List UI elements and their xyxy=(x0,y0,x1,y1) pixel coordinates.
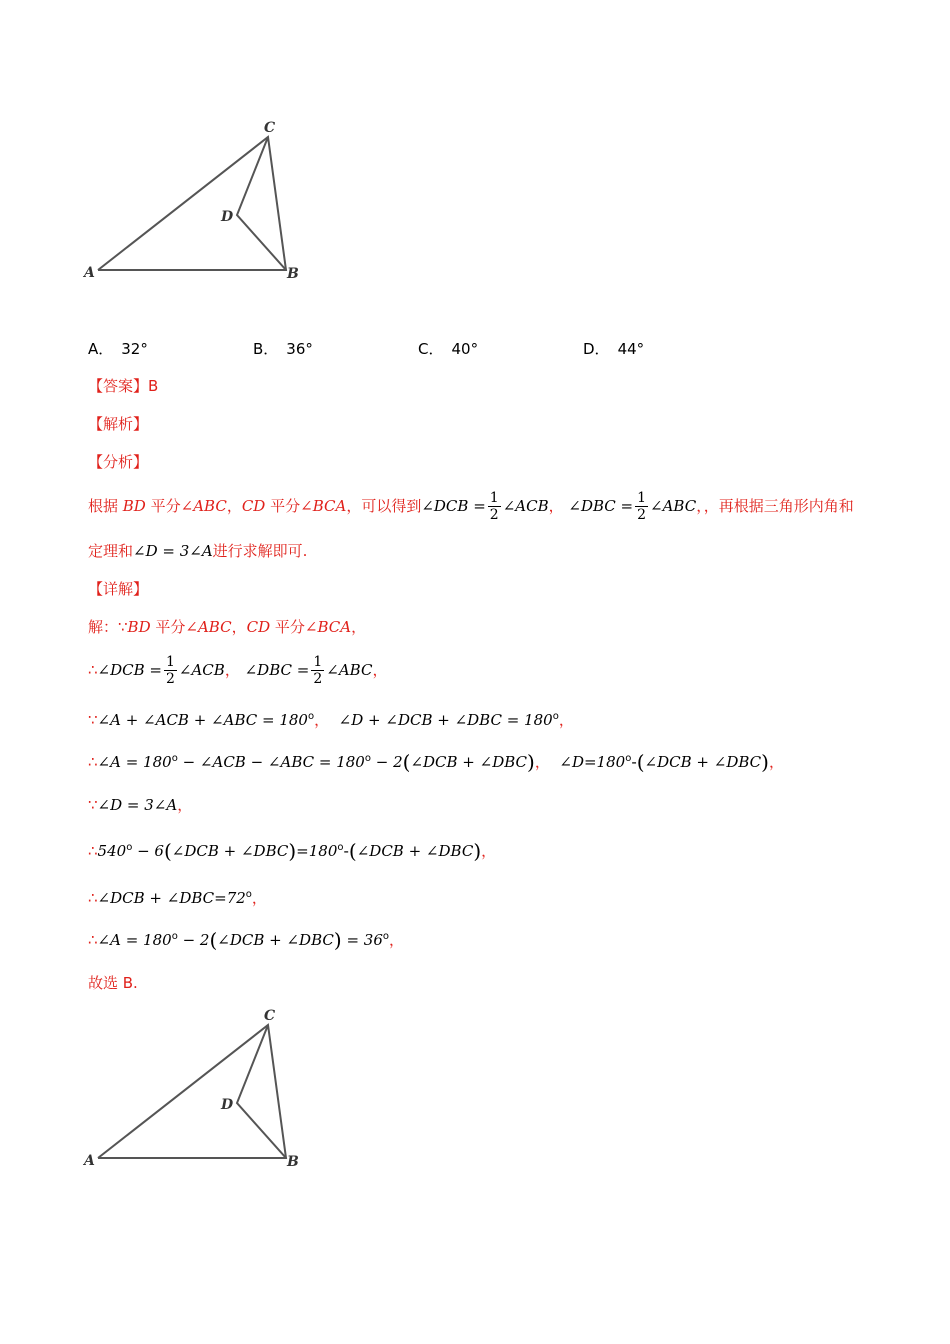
fraction-half: $\frac{1}{2}$ xyxy=(489,490,499,523)
triangle-figure-top xyxy=(80,115,320,290)
detail-line-7: ∴∠DCB + $\angle DBC=72^o$， xyxy=(88,889,267,907)
answer-line xyxy=(88,376,158,396)
bisector-lines xyxy=(237,137,286,270)
triangle-outline xyxy=(98,1025,286,1158)
fenxi-line-2: 定理和∠D = 3∠A进行求解即可. xyxy=(88,542,308,560)
label-C: C xyxy=(264,120,276,136)
conclusion-line: 故选 B. xyxy=(88,974,138,992)
detail-line-6: $\therefore 540^o$ − 6(∠DCB + $\angle DBC)=180^o-(\angle DCB$ + ∠DBC)， xyxy=(88,839,497,863)
detail-line-4: ∴∠A = $180^o$ − ∠ACB − ∠ABC = $180^o$ − 2(∠DCB + ∠DBC)， $\angle D=180^o-(\angle DCB$ + ∠DBC)， xyxy=(88,750,784,774)
detail-line-3: ∵∠A + ∠ACB + ∠ABC = $180^o$， ∠D + ∠DCB + ∠DBC = $180^o$， xyxy=(88,711,574,729)
detail-heading: 【详解】 xyxy=(88,580,149,598)
choice-b[interactable]: B． 36° xyxy=(253,340,313,358)
answer-value: B xyxy=(148,377,159,395)
fraction-half: $\frac{1}{2}$ xyxy=(313,654,323,687)
label-A: A xyxy=(84,1153,95,1169)
label-B: B xyxy=(287,266,299,282)
fenxi-line-1: 根据 BD 平分∠ABC，CD 平分∠BCA，可以得到∠DCB = $\frac{1}{2}$ ∠ACB， ∠DBC = $\frac{1}{2}$ ∠ABC，，再根据三角形内角和 xyxy=(88,490,854,523)
choice-c[interactable]: C． 40° xyxy=(418,340,479,358)
detail-line-1: 解：∵BD 平分∠ABC，CD 平分∠BCA， xyxy=(88,618,367,636)
fraction-half: $\frac{1}{2}$ xyxy=(637,490,647,523)
detail-line-2: ∴∠DCB = $\frac{1}{2}$ ∠ACB， ∠DBC = $\frac{1}{2}$ ∠ABC， xyxy=(88,654,388,687)
label-A: A xyxy=(84,265,95,281)
choice-a[interactable]: A． 32° xyxy=(88,340,148,358)
bisector-lines xyxy=(237,1025,286,1158)
detail-line-5: ∵∠D = 3∠A， xyxy=(88,796,193,814)
label-C: C xyxy=(264,1008,276,1024)
answer-heading: 【答案】 xyxy=(88,377,149,395)
analysis-heading: 【解析】 xyxy=(88,415,149,433)
label-D: D xyxy=(221,1097,234,1113)
detail-line-8: ∴∠A = $180^o$ − 2(∠DCB + ∠DBC) = $36^o$， xyxy=(88,928,405,952)
label-B: B xyxy=(287,1154,299,1170)
fraction-half: $\frac{1}{2}$ xyxy=(165,654,175,687)
triangle-outline xyxy=(98,137,286,270)
fenxi-heading: 【分析】 xyxy=(88,453,149,471)
choice-d[interactable]: D． 44° xyxy=(583,340,645,358)
triangle-figure-bottom xyxy=(80,1003,320,1178)
label-D: D xyxy=(221,209,234,225)
